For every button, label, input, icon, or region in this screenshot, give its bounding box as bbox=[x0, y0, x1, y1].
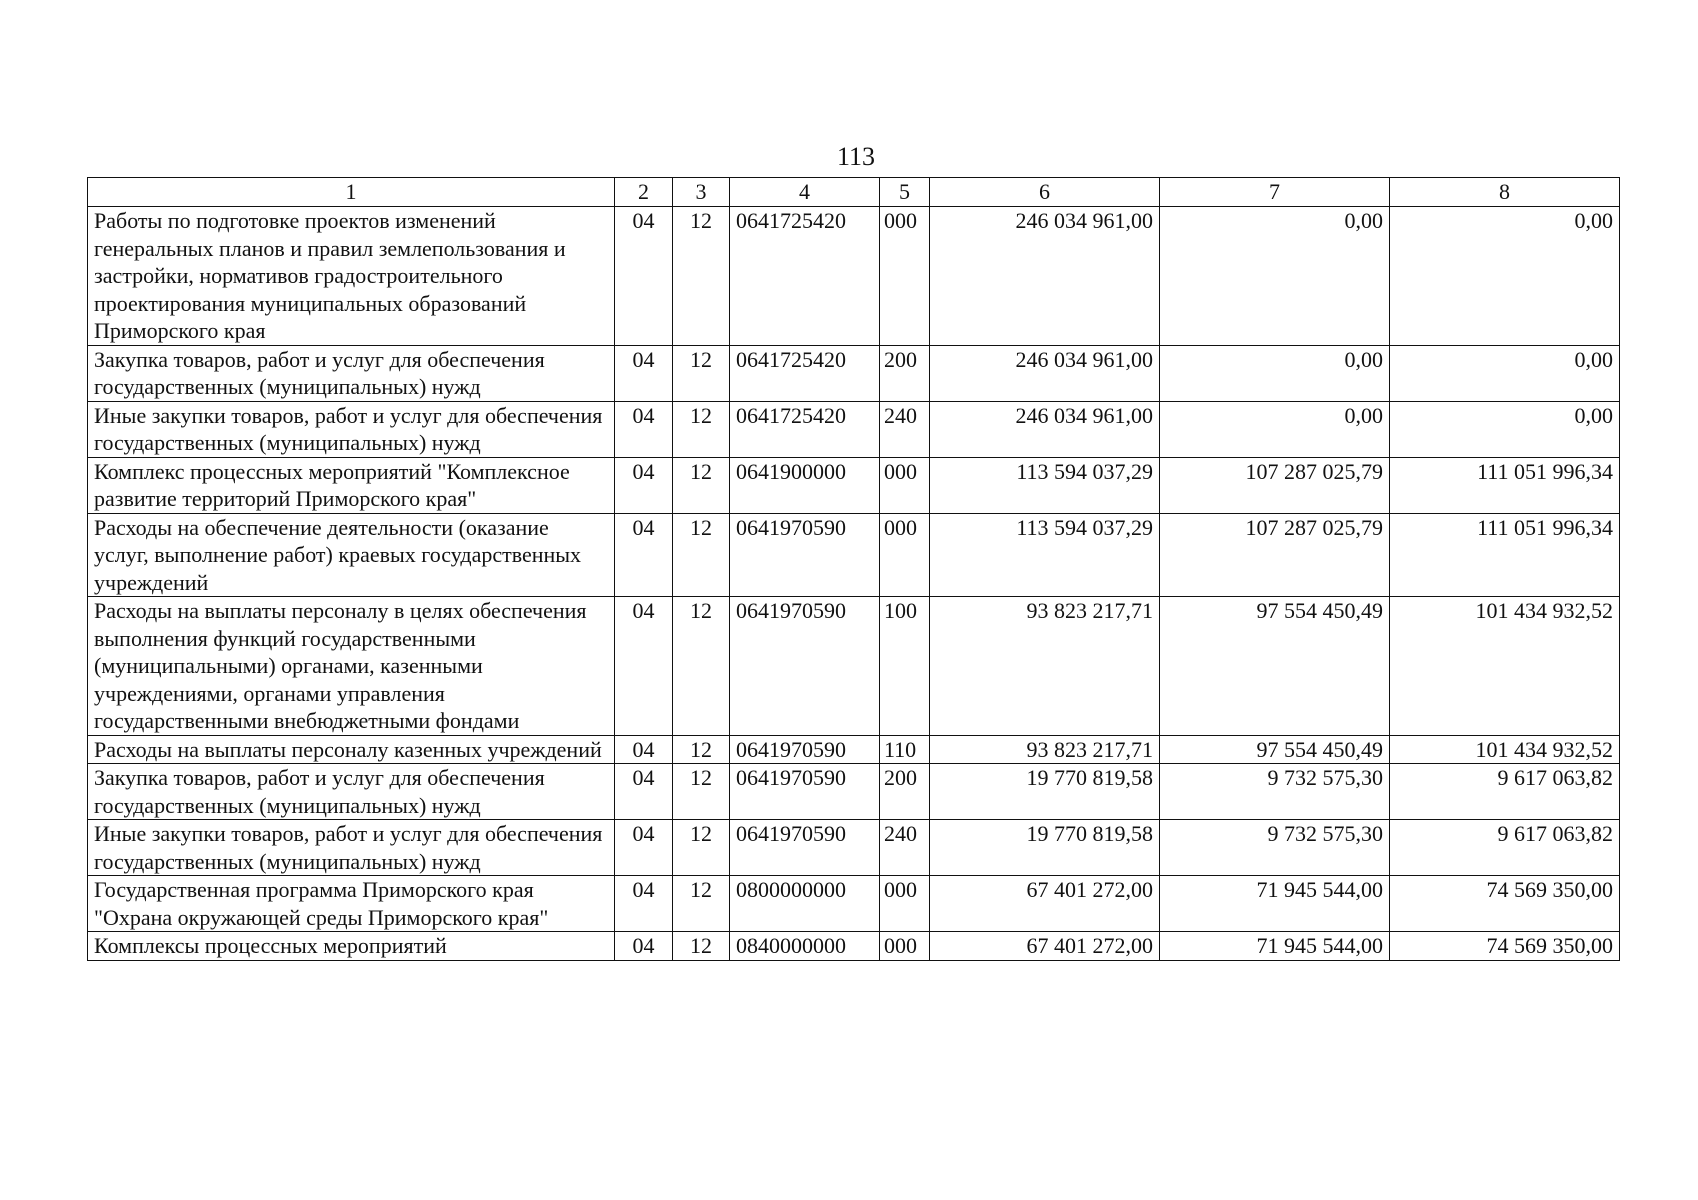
target-item-code: 0641970590 bbox=[730, 513, 880, 597]
section-code: 04 bbox=[615, 764, 673, 820]
expense-type-code: 200 bbox=[880, 345, 930, 401]
column-header: 7 bbox=[1160, 178, 1390, 207]
target-item-code: 0641970590 bbox=[730, 735, 880, 764]
target-item-code: 0641725420 bbox=[730, 345, 880, 401]
target-item-code: 0840000000 bbox=[730, 932, 880, 961]
expense-type-code: 240 bbox=[880, 820, 930, 876]
column-header: 6 bbox=[930, 178, 1160, 207]
amount-col-8: 101 434 932,52 bbox=[1390, 735, 1620, 764]
target-item-code: 0641725420 bbox=[730, 401, 880, 457]
amount-col-8: 74 569 350,00 bbox=[1390, 932, 1620, 961]
amount-col-8: 74 569 350,00 bbox=[1390, 876, 1620, 932]
page-number: 113 bbox=[836, 142, 876, 171]
table-row bbox=[88, 207, 1620, 346]
expense-type-code: 000 bbox=[880, 513, 930, 597]
subsection-code: 12 bbox=[673, 457, 730, 513]
table-row bbox=[88, 876, 1620, 932]
expense-name: Комплексы процессных мероприятий bbox=[88, 932, 615, 961]
amount-col-8: 9 617 063,82 bbox=[1390, 820, 1620, 876]
expense-type-code: 100 bbox=[880, 597, 930, 736]
amount-col-7: 71 945 544,00 bbox=[1160, 876, 1390, 932]
subsection-code: 12 bbox=[673, 513, 730, 597]
amount-col-8: 0,00 bbox=[1390, 207, 1620, 346]
amount-col-8: 111 051 996,34 bbox=[1390, 457, 1620, 513]
amount-col-7: 0,00 bbox=[1160, 345, 1390, 401]
target-item-code: 0641970590 bbox=[730, 820, 880, 876]
target-item-code: 0641725420 bbox=[730, 207, 880, 346]
amount-col-8: 0,00 bbox=[1390, 345, 1620, 401]
amount-col-6: 19 770 819,58 bbox=[930, 764, 1160, 820]
table-row bbox=[88, 764, 1620, 820]
subsection-code: 12 bbox=[673, 345, 730, 401]
expense-name: Работы по подготовке проектов изменений генеральных планов и правил землепользования и застройки, нормативов градостроительного проектирования муниципальных образований Приморского края bbox=[88, 207, 615, 346]
column-header: 2 bbox=[615, 178, 673, 207]
section-code: 04 bbox=[615, 401, 673, 457]
expense-name: Расходы на обеспечение деятельности (оказание услуг, выполнение работ) краевых государственных учреждений bbox=[88, 513, 615, 597]
section-code: 04 bbox=[615, 820, 673, 876]
table-row bbox=[88, 735, 1620, 764]
amount-col-6: 67 401 272,00 bbox=[930, 876, 1160, 932]
amount-col-6: 246 034 961,00 bbox=[930, 207, 1160, 346]
amount-col-7: 97 554 450,49 bbox=[1160, 597, 1390, 736]
expense-type-code: 000 bbox=[880, 876, 930, 932]
target-item-code: 0641970590 bbox=[730, 597, 880, 736]
expense-name: Иные закупки товаров, работ и услуг для обеспечения государственных (муниципальных) нужд bbox=[88, 820, 615, 876]
target-item-code: 0641900000 bbox=[730, 457, 880, 513]
expense-type-code: 000 bbox=[880, 207, 930, 346]
section-code: 04 bbox=[615, 457, 673, 513]
table-row bbox=[88, 345, 1620, 401]
expense-name: Расходы на выплаты персоналу в целях обеспечения выполнения функций государственными (муниципальными) органами, казенными учреждениями, органами управления государственными внебюджетными фондами bbox=[88, 597, 615, 736]
amount-col-6: 93 823 217,71 bbox=[930, 597, 1160, 736]
table-row bbox=[88, 401, 1620, 457]
amount-col-7: 107 287 025,79 bbox=[1160, 457, 1390, 513]
column-header: 1 bbox=[88, 178, 615, 207]
amount-col-7: 0,00 bbox=[1160, 401, 1390, 457]
subsection-code: 12 bbox=[673, 820, 730, 876]
section-code: 04 bbox=[615, 345, 673, 401]
column-header: 4 bbox=[730, 178, 880, 207]
section-code: 04 bbox=[615, 876, 673, 932]
section-code: 04 bbox=[615, 513, 673, 597]
amount-col-8: 101 434 932,52 bbox=[1390, 597, 1620, 736]
amount-col-6: 246 034 961,00 bbox=[930, 345, 1160, 401]
header-row bbox=[88, 178, 1620, 207]
expense-type-code: 200 bbox=[880, 764, 930, 820]
target-item-code: 0641970590 bbox=[730, 764, 880, 820]
section-code: 04 bbox=[615, 932, 673, 961]
target-item-code: 0800000000 bbox=[730, 876, 880, 932]
table-row bbox=[88, 932, 1620, 961]
amount-col-6: 246 034 961,00 bbox=[930, 401, 1160, 457]
expense-name: Расходы на выплаты персоналу казенных учреждений bbox=[88, 735, 615, 764]
table-row bbox=[88, 513, 1620, 597]
table-row bbox=[88, 820, 1620, 876]
amount-col-7: 0,00 bbox=[1160, 207, 1390, 346]
amount-col-6: 19 770 819,58 bbox=[930, 820, 1160, 876]
subsection-code: 12 bbox=[673, 597, 730, 736]
amount-col-7: 71 945 544,00 bbox=[1160, 932, 1390, 961]
section-code: 04 bbox=[615, 207, 673, 346]
section-code: 04 bbox=[615, 735, 673, 764]
amount-col-7: 97 554 450,49 bbox=[1160, 735, 1390, 764]
subsection-code: 12 bbox=[673, 764, 730, 820]
amount-col-8: 111 051 996,34 bbox=[1390, 513, 1620, 597]
section-code: 04 bbox=[615, 597, 673, 736]
amount-col-8: 0,00 bbox=[1390, 401, 1620, 457]
amount-col-6: 67 401 272,00 bbox=[930, 932, 1160, 961]
expense-name: Закупка товаров, работ и услуг для обеспечения государственных (муниципальных) нужд bbox=[88, 764, 615, 820]
amount-col-8: 9 617 063,82 bbox=[1390, 764, 1620, 820]
table-row bbox=[88, 597, 1620, 736]
budget-table bbox=[87, 177, 1620, 961]
amount-col-6: 113 594 037,29 bbox=[930, 457, 1160, 513]
column-header: 8 bbox=[1390, 178, 1620, 207]
amount-col-6: 93 823 217,71 bbox=[930, 735, 1160, 764]
amount-col-6: 113 594 037,29 bbox=[930, 513, 1160, 597]
table-row bbox=[88, 457, 1620, 513]
amount-col-7: 9 732 575,30 bbox=[1160, 820, 1390, 876]
column-header: 5 bbox=[880, 178, 930, 207]
expense-type-code: 110 bbox=[880, 735, 930, 764]
expense-type-code: 240 bbox=[880, 401, 930, 457]
subsection-code: 12 bbox=[673, 207, 730, 346]
subsection-code: 12 bbox=[673, 401, 730, 457]
subsection-code: 12 bbox=[673, 876, 730, 932]
amount-col-7: 9 732 575,30 bbox=[1160, 764, 1390, 820]
expense-name: Иные закупки товаров, работ и услуг для обеспечения государственных (муниципальных) нужд bbox=[88, 401, 615, 457]
subsection-code: 12 bbox=[673, 932, 730, 961]
column-header: 3 bbox=[673, 178, 730, 207]
expense-type-code: 000 bbox=[880, 932, 930, 961]
amount-col-7: 107 287 025,79 bbox=[1160, 513, 1390, 597]
subsection-code: 12 bbox=[673, 735, 730, 764]
expense-name: Комплекс процессных мероприятий "Комплексное развитие территорий Приморского края" bbox=[88, 457, 615, 513]
expense-name: Государственная программа Приморского края "Охрана окружающей среды Приморского края" bbox=[88, 876, 615, 932]
expense-name: Закупка товаров, работ и услуг для обеспечения государственных (муниципальных) нужд bbox=[88, 345, 615, 401]
expense-type-code: 000 bbox=[880, 457, 930, 513]
